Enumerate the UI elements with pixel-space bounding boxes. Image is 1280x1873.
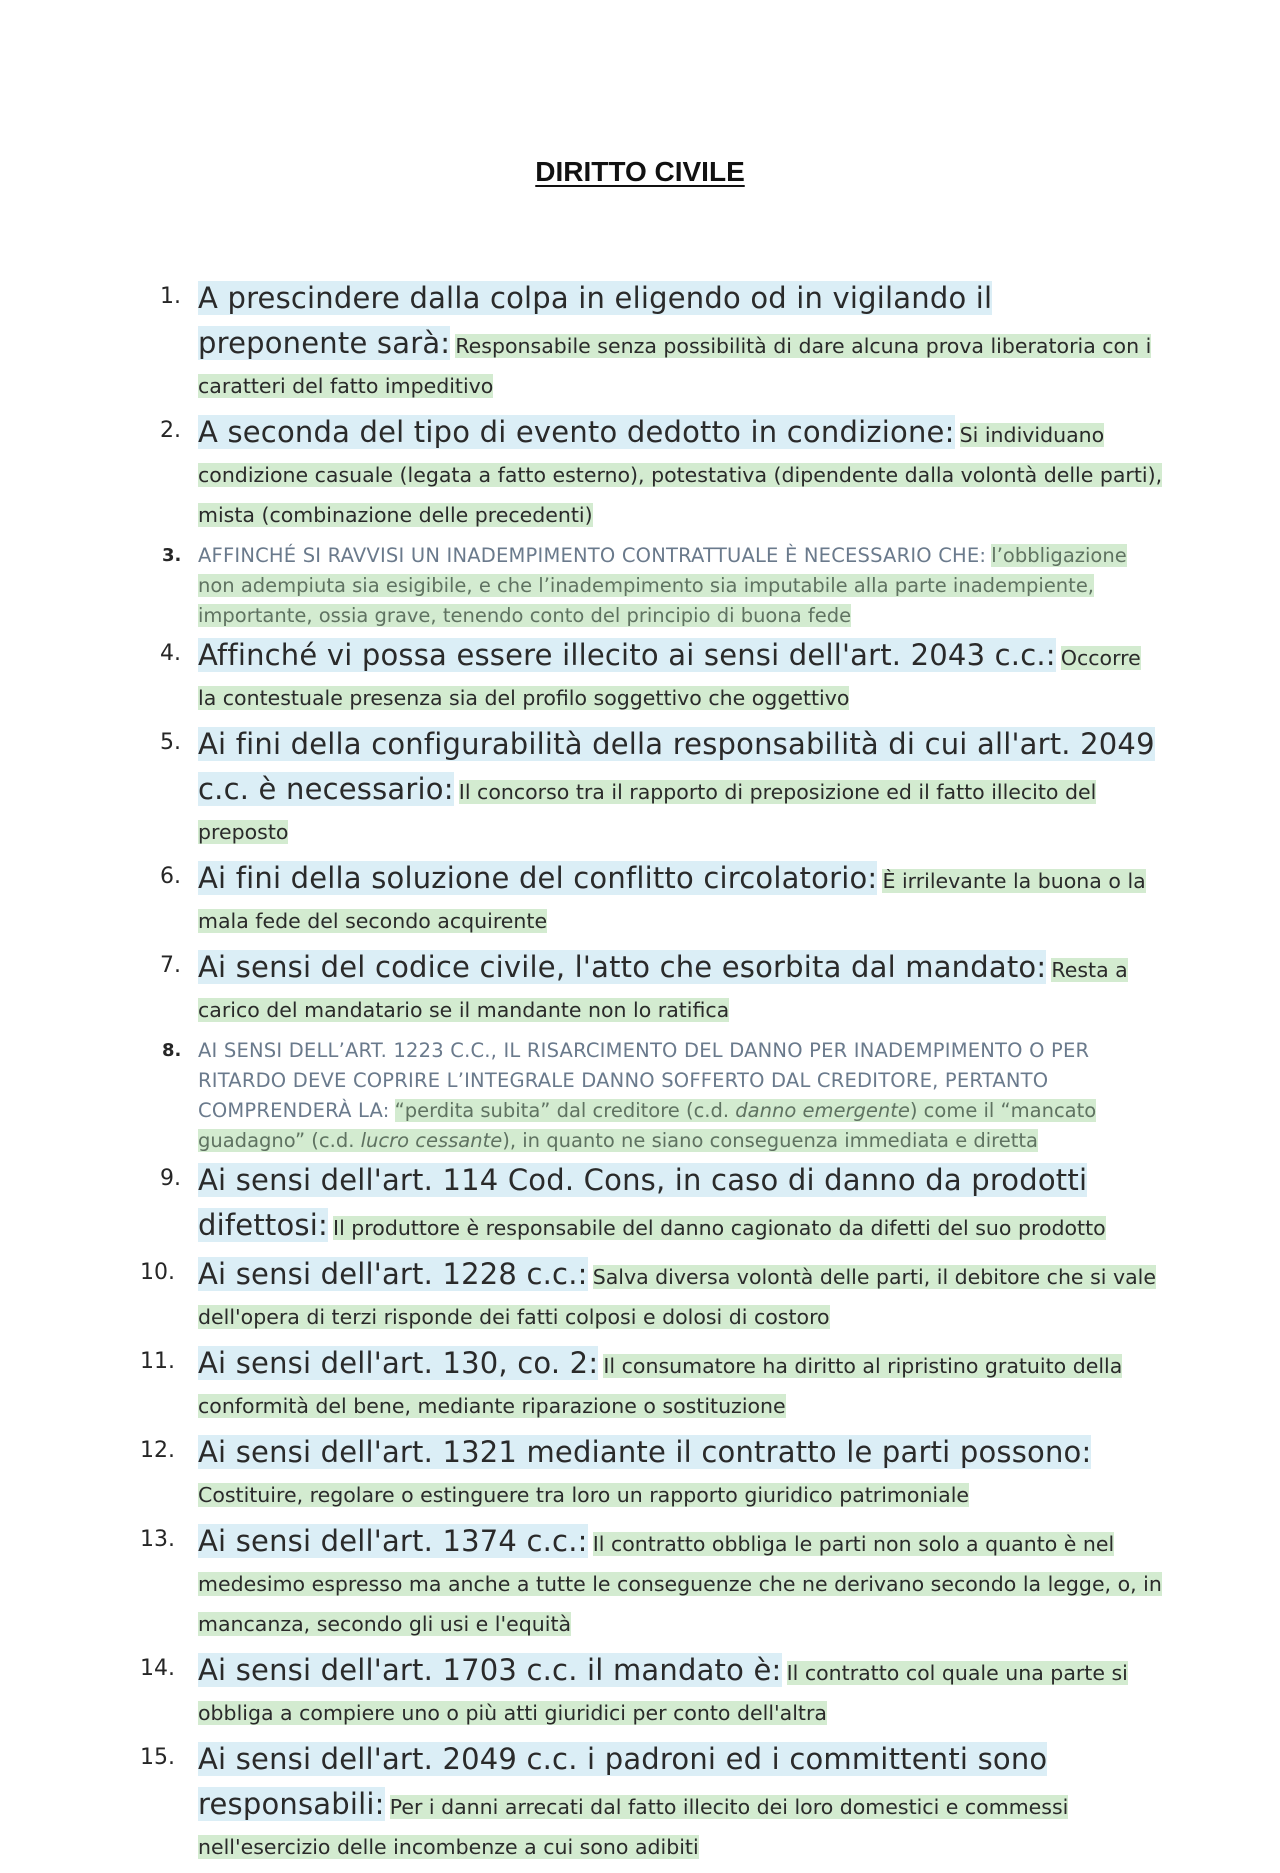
list-item xyxy=(140,635,1165,720)
answer-part: “perdita subita” dal creditore (c.d. xyxy=(394,1099,736,1122)
question-text: Ai sensi dell'art. 2049 c.c. i padroni ed i committenti sono responsabili: xyxy=(198,1742,1048,1821)
list-item xyxy=(140,858,1165,943)
answer-text: Il produttore è responsabile del danno cagionato da difetti del suo prodotto xyxy=(333,1216,1106,1240)
item-number: 10. xyxy=(140,1260,175,1285)
list-item xyxy=(140,1739,1165,1869)
list-item xyxy=(140,947,1165,1032)
item-number: 12. xyxy=(140,1438,175,1463)
list-item xyxy=(140,1254,1165,1339)
answer-text: Responsabile senza possibilità di dare alcuna prova liberatoria con i caratteri del fatto impeditivo xyxy=(198,334,1152,398)
list-item xyxy=(140,1521,1165,1646)
item-number: 4. xyxy=(160,641,181,666)
answer-text: Occorre la contestuale presenza sia del profilo soggettivo che oggettivo xyxy=(198,646,1141,710)
question-text: Ai fini della configurabilità della responsabilità di cui all'art. 2049 c.c. è necessario: xyxy=(198,727,1155,806)
question-text: Ai sensi dell'art. 1374 c.c.: xyxy=(198,1524,588,1558)
answer-text: Resta a carico del mandatario se il mandante non lo ratifica xyxy=(198,958,1128,1022)
answer-part: ), in quanto ne siano conseguenza immediata e diretta xyxy=(502,1129,1039,1152)
answer-text: Si individuano condizione casuale (legata a fatto esterno), potestativa (dipendente dalla volontà delle parti), mista (combinazione delle precedenti) xyxy=(198,423,1163,527)
item-number: 8. xyxy=(162,1040,182,1061)
item-number: 6. xyxy=(160,864,181,889)
list-item xyxy=(140,278,1165,408)
question-text: AFFINCHÉ SI RAVVISI UN INADEMPIMENTO CONTRATTUALE È NECESSARIO CHE: xyxy=(198,544,987,567)
answer-italic-term: danno emergente xyxy=(735,1099,910,1122)
answer-italic-term: lucro cessante xyxy=(360,1129,503,1152)
answer-text: Costituire, regolare o estinguere tra loro un rapporto giuridico patrimoniale xyxy=(198,1483,970,1507)
answer-part: ) come il “mancato guadagno” (c.d. xyxy=(198,1099,1097,1152)
list-item xyxy=(140,1160,1165,1250)
list-item xyxy=(140,1650,1165,1735)
answer-text: È irrilevante la buona o la mala fede del secondo acquirente xyxy=(198,869,1146,933)
item-number: 3. xyxy=(162,545,182,566)
question-text: Affinché vi possa essere illecito ai sensi dell'art. 2043 c.c.: xyxy=(198,638,1056,672)
answer-text: l’obbligazione non adempiuta sia esigibile, e che l’inadempimento sia imputabile alla parte inadempiente, importante, ossia grave, tenendo conto del principio di buona fede xyxy=(198,544,1127,627)
question-text: Ai sensi dell'art. 1321 mediante il contratto le parti possono: xyxy=(198,1435,1092,1469)
answer-text: Il contratto obbliga le parti non solo a quanto è nel medesimo espresso ma anche a tutte le conseguenze che ne derivano secondo la legge, o, in mancanza, secondo gli usi e l'equità xyxy=(198,1532,1162,1636)
list-item xyxy=(140,1036,1165,1156)
item-number: 15. xyxy=(140,1745,175,1770)
question-text: AI SENSI DELL’ART. 1223 C.C., IL RISARCIMENTO DEL DANNO PER INADEMPIMENTO O PER RITARDO DEVE COPRIRE L’INTEGRALE DANNO SOFFERTO DAL CREDITORE, PERTANTO COMPRENDERÀ LA: xyxy=(198,1039,1090,1122)
answer-text: Il consumatore ha diritto al ripristino gratuito della conformità del bene, mediante riparazione o sostituzione xyxy=(198,1354,1123,1418)
item-number: 13. xyxy=(140,1527,175,1552)
item-number: 11. xyxy=(140,1349,175,1374)
item-number: 5. xyxy=(160,730,181,755)
item-number: 9. xyxy=(160,1166,181,1191)
question-text: Ai sensi del codice civile, l'atto che esorbita dal mandato: xyxy=(198,950,1047,984)
list-item xyxy=(140,412,1165,537)
question-text: Ai sensi dell'art. 1703 c.c. il mandato è: xyxy=(198,1653,782,1687)
question-text: Ai sensi dell'art. 114 Cod. Cons, in caso di danno da prodotti difettosi: xyxy=(198,1163,1088,1242)
list-item xyxy=(140,724,1165,854)
item-number: 2. xyxy=(160,418,181,443)
answer-text: Salva diversa volontà delle parti, il debitore che si vale dell'opera di terzi risponde dei fatti colposi e dolosi di costoro xyxy=(198,1265,1156,1329)
item-number: 14. xyxy=(140,1656,175,1681)
answer-text: Il concorso tra il rapporto di preposizione ed il fatto illecito del preposto xyxy=(198,780,1097,844)
list-item xyxy=(140,541,1165,631)
list-item xyxy=(140,1432,1165,1517)
question-answer-list xyxy=(140,278,1165,1873)
question-text: A seconda del tipo di evento dedotto in condizione: xyxy=(198,415,955,449)
list-item xyxy=(140,1343,1165,1428)
question-text: Ai fini della soluzione del conflitto circolatorio: xyxy=(198,861,878,895)
document-title: DIRITTO CIVILE xyxy=(535,156,745,187)
question-text: Ai sensi dell'art. 1228 c.c.: xyxy=(198,1257,588,1291)
question-text: A prescindere dalla colpa in eligendo od in vigilando il preponente sarà: xyxy=(198,281,993,360)
item-number: 7. xyxy=(160,953,181,978)
answer-text: Per i danni arrecati dal fatto illecito dei loro domestici e commessi nell'esercizio delle incombenze a cui sono adibiti xyxy=(198,1795,1069,1859)
answer-text: Il contratto col quale una parte si obbliga a compiere uno o più atti giuridici per conto dell'altra xyxy=(198,1661,1128,1725)
question-text: Ai sensi dell'art. 130, co. 2: xyxy=(198,1346,599,1380)
item-number: 1. xyxy=(160,284,181,309)
